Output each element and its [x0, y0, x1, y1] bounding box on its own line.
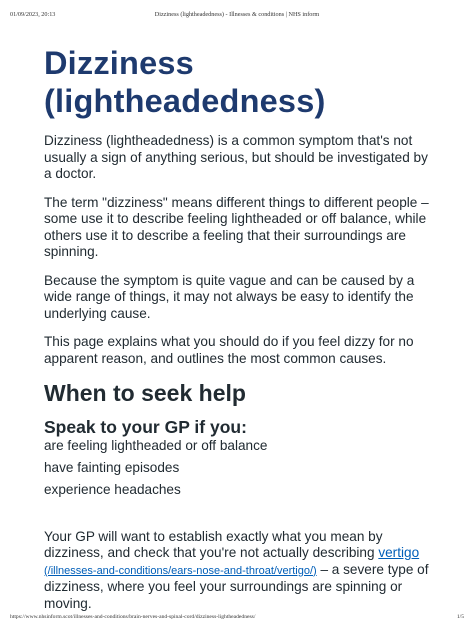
- gp-paragraph: [44, 529, 436, 613]
- print-page-number: 1/5: [456, 614, 464, 620]
- print-datetime: 01/09/2023, 20:13: [10, 11, 56, 18]
- definition-paragraph: The term "dizziness" means different things to different people – some use it to describe feeling lightheaded or off balance, while others use it to describe a feeling that their surroundings are spinning.: [44, 194, 429, 259]
- page-title: [44, 44, 436, 120]
- gp-reasons-list: [44, 438, 436, 499]
- page-title-line2: (lightheadedness): [44, 83, 326, 119]
- vertigo-link[interactable]: vertigo: [378, 545, 420, 560]
- list-item: experience headaches: [44, 482, 181, 497]
- main-content: [44, 44, 436, 624]
- list-item: are feeling lightheaded or off balance: [44, 438, 268, 453]
- list-item: have fainting episodes: [44, 460, 180, 475]
- page-title-line1: Dizziness: [44, 45, 194, 81]
- cause-paragraph: Because the symptom is quite vague and can be caused by a wide range of things, it may not always be easy to identify the underlying cause.: [44, 272, 415, 321]
- subsection-title-speak-to-gp: Speak to your GP if you:: [44, 417, 247, 437]
- print-footer-url: https://www.nhsinform.scot/illnesses-and-conditions/brain-nerves-and-spinal-cord/dizziness-lightheadedness/: [10, 614, 256, 620]
- vertigo-link-url[interactable]: (/illnesses-and-conditions/ears-nose-and-throat/vertigo/): [44, 564, 317, 577]
- print-doc-title: Dizziness (lightheadedness) - Illnesses & conditions | NHS inform: [154, 11, 320, 18]
- intro-paragraph: Dizziness (lightheadedness) is a common symptom that's not usually a sign of anything serious, but should be investigated by a doctor.: [44, 133, 428, 181]
- print-footer: [10, 614, 464, 624]
- section-title-seek-help: When to seek help: [44, 380, 246, 406]
- gp-paragraph-end: – a severe type of dizziness, where you feel your surroundings are spinning or moving.: [44, 561, 429, 611]
- page-explanation-paragraph: This page explains what you should do if you feel dizzy for no apparent reason, and outlines the most common causes.: [44, 334, 414, 366]
- print-header: [10, 11, 464, 21]
- gp-paragraph-start: Your GP will want to establish exactly what you mean by dizziness, and check that you're not actually describing: [44, 528, 383, 560]
